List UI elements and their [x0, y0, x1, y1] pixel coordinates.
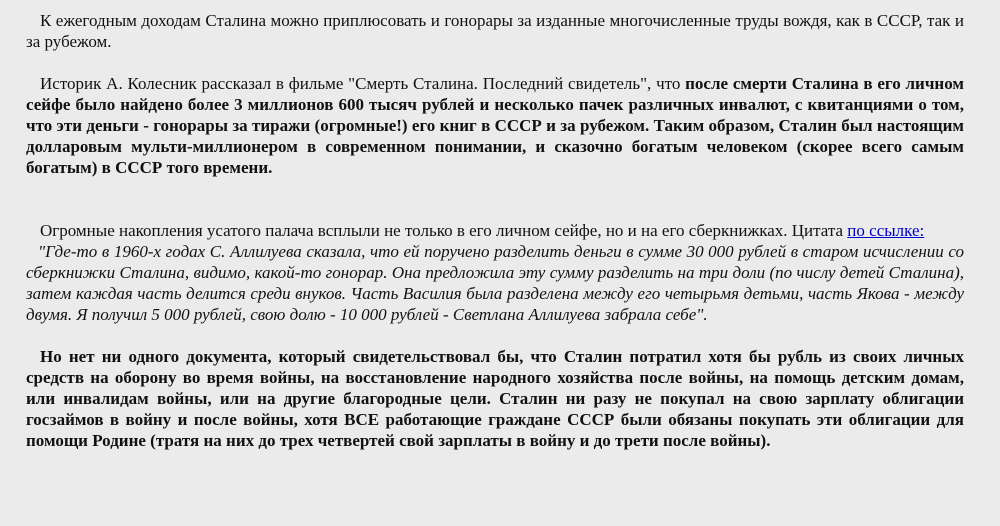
quote-block: [26, 241, 964, 325]
paragraph-historian: [26, 73, 964, 178]
source-link[interactable]: по ссылке:: [847, 221, 925, 240]
paragraph-no-document-text: Но нет ни одного документа, который свидетельствовал бы, что Сталин потратил хотя бы рубль из своих личных средств на оборону во время войны, на восстановление народного хозяйства после войны, на помощь детским домам, или инвалидам войны, или на другие благородные цели. Сталин ни разу не покупал на свою зарплату облигации госзаймов в войну и после войны, хотя ВСЕ работающие граждане СССР были обязаны покупать эти облигации для помощи Родине (тратя на них до трех четвертей свой зарплаты в войну и до трети после войны).: [26, 347, 964, 450]
paragraph-savings-text: Огромные накопления усатого палача всплыли не только в его личном сейфе, но и на его сберкнижках. Цитата: [40, 221, 848, 240]
paragraph-historian-text: Историк А. Колесник рассказал в фильме "Смерть Сталина. Последний свидетель", что: [40, 74, 686, 93]
paragraph-royalties: [26, 10, 964, 52]
quote-text: "Где-то в 1960-х годах С. Аллилуева сказала, что ей поручено разделить деньги в сумме 30 000 рублей в старом исчислении со сберкнижки Сталина, видимо, какой-то гонорар. Она предложила эту сумму разделить на три доли (по числу детей Сталина), затем каждая часть делится среди внуков. Часть Василия была разделена между его четырьмя детьми, часть Якова - между двумя. Я получил 5 000 рублей, свою долю - 10 000 рублей - Светлана Аллилуева забрала себе".: [26, 242, 964, 324]
paragraph-royalties-text: К ежегодным доходам Сталина можно приплюсовать и гонорары за изданные многочисленные труды вождя, как в СССР, так и за рубежом.: [26, 11, 964, 51]
paragraph-no-document: [26, 346, 964, 451]
paragraph-historian-bold: после смерти Сталина в его личном сейфе было найдено более 3 миллионов 600 тысяч рублей и несколько пачек различных инвалют, с квитанциями о том, что эти деньги - гонорары за тиражи (огромные!) его книг в СССР и за рубежом. Таким образом, Сталин был настоящим долларовым мульти-миллионером в современном понимании, и сказочно богатым человеком (скорее всего самым богатым) в СССР того времени.: [26, 74, 964, 177]
paragraph-savings: [26, 220, 964, 241]
